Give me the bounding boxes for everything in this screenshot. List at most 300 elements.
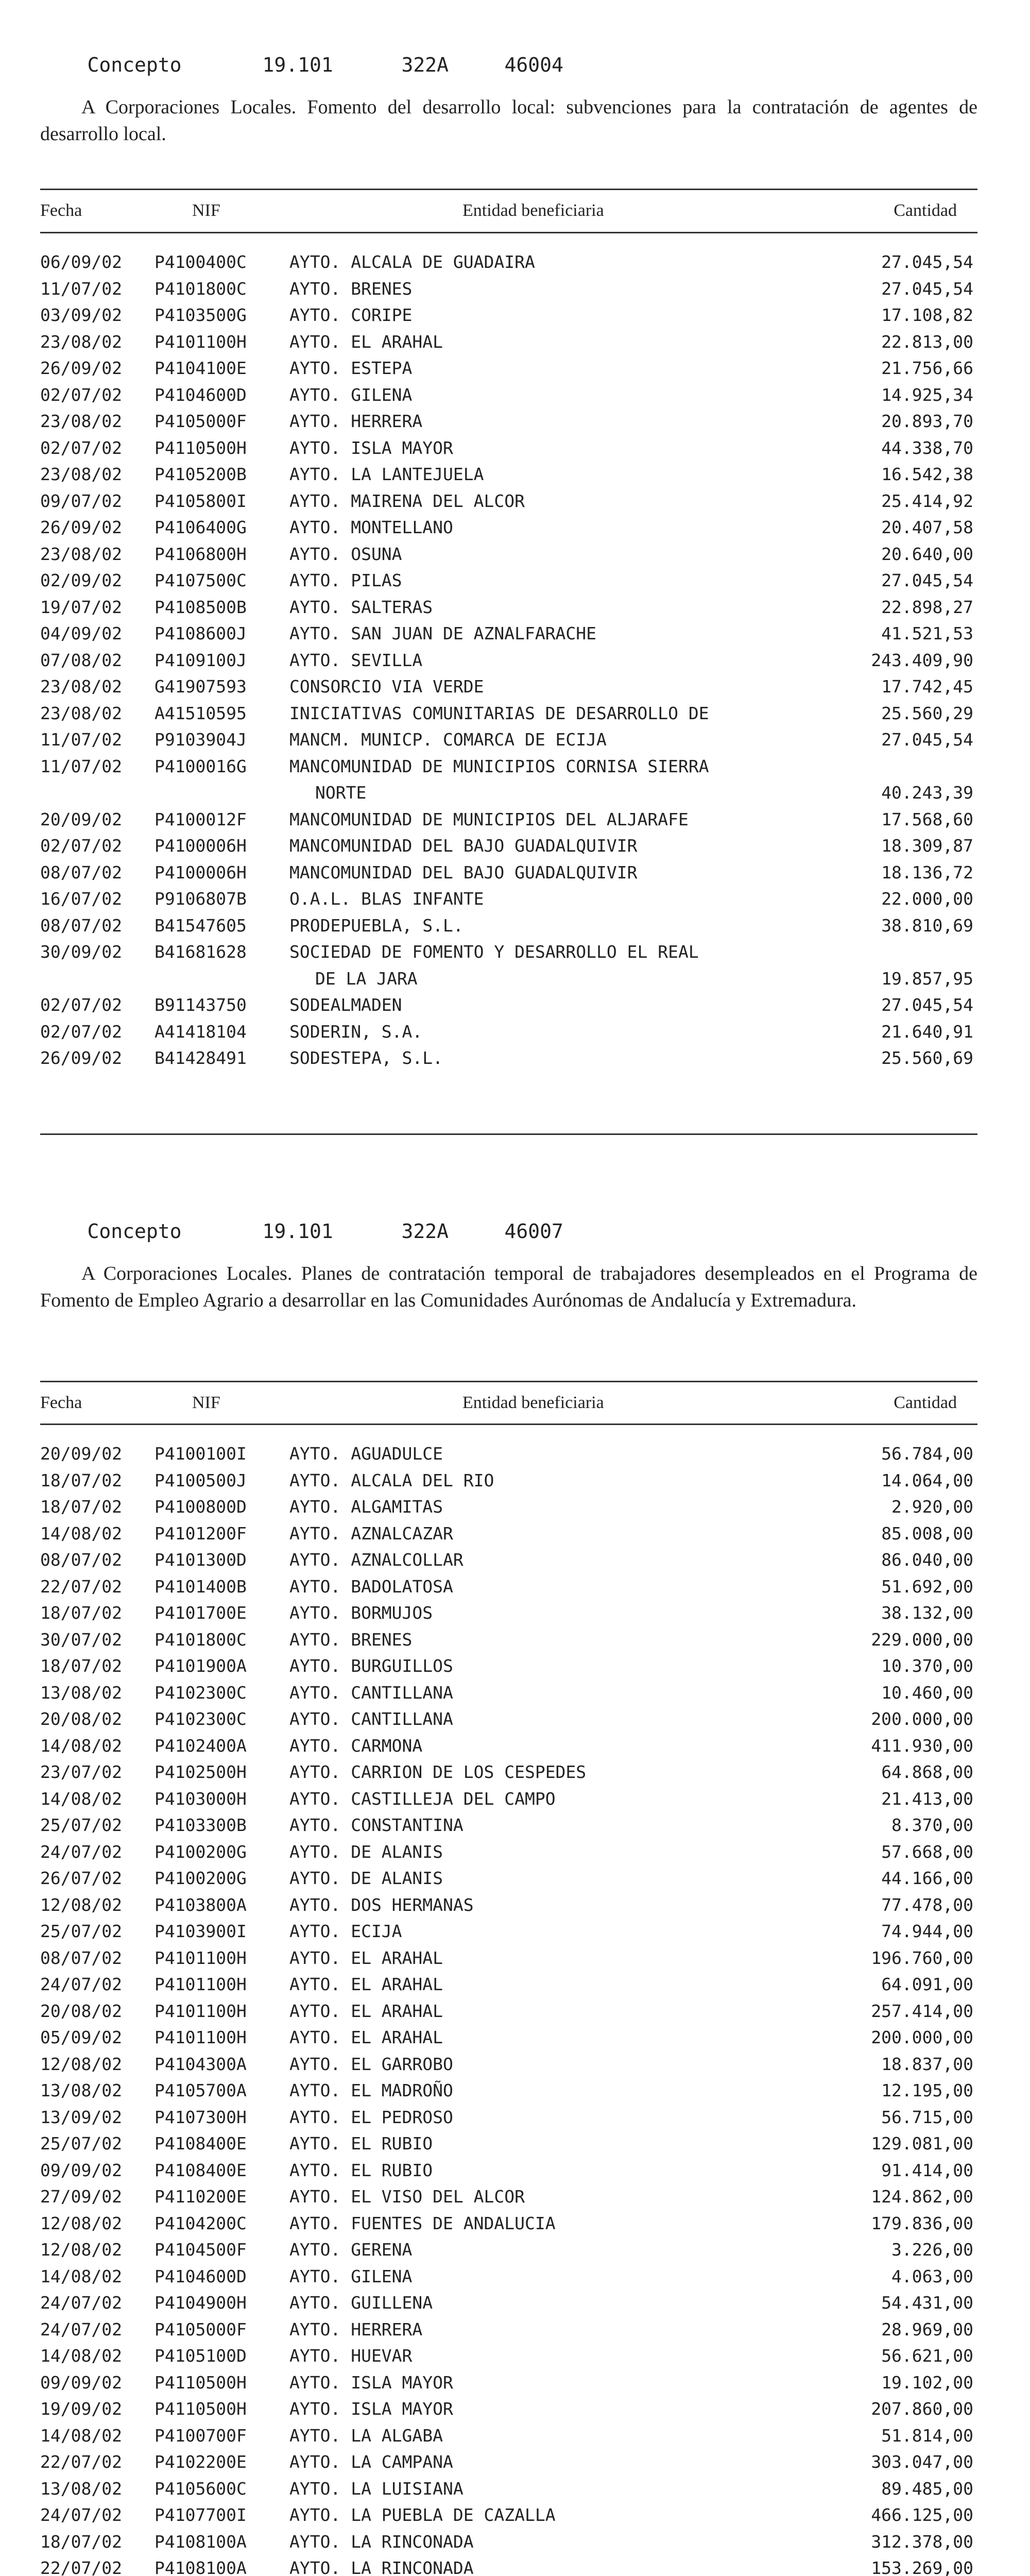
cell-fecha: 18/07/02 <box>40 1656 122 1676</box>
cell-cantidad: 56.621,00 <box>881 2346 973 2366</box>
cell-entidad <box>289 594 856 621</box>
cell-fecha: 14/08/02 <box>40 2266 122 2286</box>
table-row <box>40 1626 977 1653</box>
table-row <box>40 2024 977 2051</box>
cell-entidad <box>289 567 856 594</box>
cell-entidad-line: AYTO. HERRERA <box>289 411 423 431</box>
cell-entidad-line: AYTO. CONSTANTINA <box>289 1815 464 1835</box>
cell-entidad-line: AYTO. EL ARAHAL <box>289 1974 443 1994</box>
cell-fecha: 20/08/02 <box>40 2001 122 2021</box>
cell-entidad <box>289 753 856 806</box>
table-row <box>40 1971 977 1998</box>
cell-nif: B41547605 <box>154 915 247 936</box>
cell-nif: P4108400E <box>154 2160 247 2180</box>
cell-entidad <box>289 2157 856 2184</box>
header-nif: NIF <box>192 1393 220 1412</box>
concepto-code: 46007 <box>504 1220 563 1243</box>
cell-cantidad: 64.091,00 <box>881 1974 973 1994</box>
concepto-program: 322A <box>401 1220 449 1243</box>
concepto-line-46004 <box>40 25 977 76</box>
cell-entidad-line: AYTO. ALCALA DEL RIO <box>289 1470 494 1490</box>
table-row <box>40 673 977 700</box>
cell-entidad-line: AYTO. GERENA <box>289 2240 413 2260</box>
cell-nif: B41428491 <box>154 1048 247 1068</box>
cell-entidad <box>289 2476 856 2502</box>
cell-fecha: 14/08/02 <box>40 1523 122 1544</box>
cell-entidad <box>289 2369 856 2396</box>
cell-entidad-line: AYTO. CANTILLANA <box>289 1709 453 1729</box>
cell-nif: P4101100H <box>154 1974 247 1994</box>
cell-cantidad: 3.226,00 <box>891 2240 973 2260</box>
cell-nif: P4101100H <box>154 2027 247 2047</box>
cell-entidad-line: AYTO. AGUADULCE <box>289 1444 443 1464</box>
table-row <box>40 1600 977 1626</box>
cell-nif: P4108600J <box>154 623 247 643</box>
cell-nif: P4105600C <box>154 2478 247 2499</box>
table-row <box>40 302 977 329</box>
cell-entidad-line: AYTO. DE ALANIS <box>289 1841 443 1862</box>
cell-entidad <box>289 2077 856 2104</box>
cell-entidad-line: AYTO. CANTILLANA <box>289 1682 453 1703</box>
cell-entidad-line: INICIATIVAS COMUNITARIAS DE DESARROLLO DE <box>289 703 709 723</box>
cell-nif: P4104600D <box>154 384 247 405</box>
cell-fecha: 14/08/02 <box>40 1788 122 1809</box>
cell-cantidad: 2.920,00 <box>891 1497 973 1517</box>
cell-cantidad: 57.668,00 <box>881 1841 973 1862</box>
cell-nif: P4101100H <box>154 1947 247 1968</box>
cell-entidad <box>289 276 856 302</box>
cell-fecha: 23/08/02 <box>40 411 122 431</box>
table-row <box>40 2369 977 2396</box>
cell-entidad <box>289 1786 856 1812</box>
table-row <box>40 939 977 992</box>
cell-cantidad: 466.125,00 <box>871 2505 973 2525</box>
table-row <box>40 2236 977 2263</box>
cell-fecha: 30/07/02 <box>40 1629 122 1650</box>
cell-fecha: 13/08/02 <box>40 2478 122 2499</box>
table-row <box>40 2529 977 2555</box>
cell-entidad <box>289 673 856 700</box>
table-row <box>40 1839 977 1866</box>
cell-fecha: 24/07/02 <box>40 1974 122 1994</box>
cell-fecha: 11/07/02 <box>40 756 122 776</box>
cell-fecha: 09/07/02 <box>40 490 122 511</box>
cell-entidad <box>289 1759 856 1786</box>
cell-entidad-line: AYTO. AZNALCOLLAR <box>289 1550 464 1570</box>
cell-fecha: 02/07/02 <box>40 384 122 405</box>
cell-cantidad: 25.560,69 <box>881 1048 973 1068</box>
cell-entidad <box>289 1839 856 1866</box>
cell-entidad-line: AYTO. MAIRENA DEL ALCOR <box>289 490 525 511</box>
cell-cantidad: 21.413,00 <box>881 1788 973 1809</box>
cell-entidad-line: AYTO. HERRERA <box>289 2319 423 2340</box>
cell-nif: P4107700I <box>154 2505 247 2525</box>
cell-nif: P4110500H <box>154 2372 247 2393</box>
cell-nif: P9106807B <box>154 889 247 909</box>
cell-cantidad: 38.132,00 <box>881 1603 973 1623</box>
cell-entidad-line: AYTO. GUILLENA <box>289 2293 433 2313</box>
cell-entidad <box>289 461 856 488</box>
cell-entidad-line: AYTO. ALGAMITAS <box>289 1497 443 1517</box>
cell-fecha: 11/07/02 <box>40 730 122 750</box>
cell-cantidad: 312.378,00 <box>871 2531 973 2552</box>
cell-nif: P4100200G <box>154 1868 247 1888</box>
table-row <box>40 620 977 647</box>
cell-entidad-continuation: DE LA JARA <box>315 968 418 989</box>
cell-cantidad: 129.081,00 <box>871 2133 973 2154</box>
cell-cantidad: 17.108,82 <box>881 305 973 325</box>
cell-cantidad: 20.640,00 <box>881 544 973 564</box>
table-row <box>40 1573 977 1600</box>
concepto-section: 19.101 <box>262 54 333 76</box>
cell-fecha: 16/07/02 <box>40 889 122 909</box>
cell-cantidad: 153.269,00 <box>871 2558 973 2576</box>
cell-entidad-line: AYTO. LA LUISIANA <box>289 2478 464 2499</box>
cell-entidad <box>289 726 856 753</box>
cell-nif: P4105800I <box>154 490 247 511</box>
cell-cantidad: 4.063,00 <box>891 2266 973 2286</box>
cell-cantidad: 40.243,39 <box>881 783 973 803</box>
cell-entidad-line: AYTO. OSUNA <box>289 544 402 564</box>
table-row <box>40 2077 977 2104</box>
cell-entidad <box>289 700 856 727</box>
cell-entidad-line: AYTO. LA CAMPANA <box>289 2452 453 2472</box>
cell-entidad <box>289 249 856 276</box>
table-row <box>40 2210 977 2237</box>
cell-nif: P4100200G <box>154 1841 247 1862</box>
cell-fecha: 20/08/02 <box>40 1709 122 1729</box>
cell-entidad <box>289 329 856 355</box>
cell-entidad <box>289 2236 856 2263</box>
cell-fecha: 11/07/02 <box>40 278 122 299</box>
table-row <box>40 276 977 302</box>
cell-fecha: 22/07/02 <box>40 2452 122 2472</box>
cell-fecha: 18/07/02 <box>40 2531 122 2552</box>
cell-fecha: 23/08/02 <box>40 676 122 697</box>
cell-nif: P4107500C <box>154 570 247 590</box>
cell-cantidad: 18.837,00 <box>881 2054 973 2074</box>
cell-cantidad: 303.047,00 <box>871 2452 973 2472</box>
cell-entidad <box>289 302 856 329</box>
cell-fecha: 24/07/02 <box>40 2505 122 2525</box>
cell-entidad-line: MANCM. MUNICP. COMARCA DE ECIJA <box>289 730 607 750</box>
cell-nif: P4108500B <box>154 597 247 617</box>
cell-fecha: 30/09/02 <box>40 942 122 962</box>
cell-fecha: 12/08/02 <box>40 1894 122 1915</box>
cell-entidad <box>289 620 856 647</box>
cell-nif: P4101100H <box>154 2001 247 2021</box>
cell-nif: B41681628 <box>154 942 247 962</box>
cell-nif: P4100012F <box>154 809 247 829</box>
cell-nif: A41510595 <box>154 703 247 723</box>
cell-entidad-line: SODESTEPA, S.L. <box>289 1048 443 1068</box>
table-row <box>40 1812 977 1839</box>
table-row <box>40 806 977 833</box>
cell-nif: P4101100H <box>154 331 247 352</box>
cell-nif: P4101200F <box>154 1523 247 1544</box>
table-row <box>40 1998 977 2025</box>
cell-entidad-continuation: NORTE <box>315 783 367 803</box>
cell-fecha: 09/09/02 <box>40 2160 122 2180</box>
table-row <box>40 594 977 621</box>
cell-nif: P4102500H <box>154 1762 247 1782</box>
cell-nif: P4104200C <box>154 2213 247 2233</box>
cell-nif: P4100800D <box>154 1497 247 1517</box>
table-header-rule <box>40 1423 977 1425</box>
cell-cantidad: 8.370,00 <box>891 1815 973 1835</box>
cell-entidad-line: PRODEPUEBLA, S.L. <box>289 915 464 936</box>
header-entidad: Entidad beneficiaria <box>462 1393 604 1412</box>
cell-nif: P4101800C <box>154 278 247 299</box>
cell-fecha: 14/08/02 <box>40 2346 122 2366</box>
cell-entidad-line: AYTO. ALCALA DE GUADAIRA <box>289 252 535 272</box>
cell-nif: P4103800A <box>154 1894 247 1915</box>
cell-entidad-line: AYTO. LA RINCONADA <box>289 2558 474 2576</box>
concepto-section: 19.101 <box>262 1220 333 1243</box>
cell-cantidad: 18.136,72 <box>881 862 973 883</box>
cell-cantidad: 124.862,00 <box>871 2187 973 2207</box>
cell-fecha: 07/08/02 <box>40 650 122 670</box>
cell-entidad-line: AYTO. EL ARAHAL <box>289 1947 443 1968</box>
concepto-code: 46004 <box>504 54 563 76</box>
cell-entidad <box>289 859 856 886</box>
cell-cantidad: 41.521,53 <box>881 623 973 643</box>
cell-cantidad: 19.102,00 <box>881 2372 973 2393</box>
cell-entidad <box>289 1600 856 1626</box>
cell-cantidad: 179.836,00 <box>871 2213 973 2233</box>
cell-cantidad: 21.640,91 <box>881 1021 973 1042</box>
cell-entidad-line: AYTO. BRENES <box>289 278 413 299</box>
cell-fecha: 13/09/02 <box>40 2107 122 2127</box>
cell-fecha: 02/09/02 <box>40 570 122 590</box>
table-row <box>40 2290 977 2316</box>
cell-fecha: 12/08/02 <box>40 2054 122 2074</box>
cell-fecha: 26/07/02 <box>40 1868 122 1888</box>
cell-fecha: 25/07/02 <box>40 2133 122 2154</box>
cell-entidad <box>289 541 856 568</box>
cell-fecha: 04/09/02 <box>40 623 122 643</box>
cell-entidad <box>289 1892 856 1919</box>
cell-entidad-line: AYTO. PILAS <box>289 570 402 590</box>
cell-entidad <box>289 1706 856 1733</box>
cell-entidad-line: AYTO. HUEVAR <box>289 2346 413 2366</box>
cell-entidad-line: AYTO. ISLA MAYOR <box>289 2372 453 2393</box>
cell-cantidad: 20.893,70 <box>881 411 973 431</box>
cell-fecha: 08/07/02 <box>40 915 122 936</box>
cell-fecha: 08/07/02 <box>40 1550 122 1570</box>
cell-cantidad: 14.064,00 <box>881 1470 973 1490</box>
cell-cantidad: 51.814,00 <box>881 2425 973 2446</box>
cell-entidad <box>289 1918 856 1945</box>
cell-cantidad: 74.944,00 <box>881 1921 973 1941</box>
cell-entidad <box>289 2183 856 2210</box>
cell-cantidad: 54.431,00 <box>881 2293 973 2313</box>
cell-entidad-line: AYTO. SAN JUAN DE AZNALFARACHE <box>289 623 597 643</box>
cell-entidad <box>289 2290 856 2316</box>
table-row <box>40 488 977 515</box>
cell-fecha: 23/08/02 <box>40 544 122 564</box>
cell-entidad-line: AYTO. LA RINCONADA <box>289 2531 474 2552</box>
table-row <box>40 2396 977 2422</box>
cell-entidad <box>289 1019 856 1045</box>
cell-nif: P4100100I <box>154 1444 247 1464</box>
table-row <box>40 2130 977 2157</box>
cell-entidad <box>289 1573 856 1600</box>
cell-fecha: 09/09/02 <box>40 2372 122 2393</box>
cell-entidad <box>289 1812 856 1839</box>
cell-nif: P4103500G <box>154 305 247 325</box>
concepto-line-46007 <box>40 1191 977 1243</box>
cell-entidad <box>289 886 856 912</box>
cell-nif: P4100700F <box>154 2425 247 2446</box>
cell-entidad-line: O.A.L. BLAS INFANTE <box>289 889 484 909</box>
cell-nif: P4107300H <box>154 2107 247 2127</box>
cell-cantidad: 17.742,45 <box>881 676 973 697</box>
table-body <box>40 1440 977 2576</box>
cell-nif: P4100400C <box>154 252 247 272</box>
cell-cantidad: 12.195,00 <box>881 2080 973 2100</box>
cell-nif: B91143750 <box>154 995 247 1015</box>
cell-entidad-line: AYTO. LA PUEBLA DE CAZALLA <box>289 2505 556 2525</box>
cell-nif: P4101300D <box>154 1550 247 1570</box>
cell-entidad <box>289 1520 856 1547</box>
cell-entidad-line: MANCOMUNIDAD DE MUNICIPIOS DEL ALJARAFE <box>289 809 689 829</box>
table-row <box>40 1653 977 1680</box>
cell-nif: P4101800C <box>154 1629 247 1650</box>
cell-entidad <box>289 2210 856 2237</box>
cell-fecha: 23/07/02 <box>40 1762 122 1782</box>
cell-entidad <box>289 488 856 515</box>
cell-entidad-line: AYTO. LA ALGABA <box>289 2425 443 2446</box>
cell-entidad-line: AYTO. ECIJA <box>289 1921 402 1941</box>
cell-entidad <box>289 1971 856 1998</box>
cell-entidad <box>289 992 856 1019</box>
cell-cantidad: 243.409,90 <box>871 650 973 670</box>
header-entidad: Entidad beneficiaria <box>462 201 604 220</box>
cell-entidad <box>289 1547 856 1573</box>
cell-entidad <box>289 1626 856 1653</box>
cell-cantidad: 21.756,66 <box>881 358 973 378</box>
cell-fecha: 13/08/02 <box>40 1682 122 1703</box>
cell-fecha: 27/09/02 <box>40 2187 122 2207</box>
cell-cantidad: 44.166,00 <box>881 1868 973 1888</box>
cell-fecha: 14/08/02 <box>40 1735 122 1756</box>
table-row <box>40 1945 977 1972</box>
cell-cantidad: 16.542,38 <box>881 464 973 484</box>
cell-entidad-line: AYTO. AZNALCAZAR <box>289 1523 453 1544</box>
cell-entidad <box>289 833 856 859</box>
cell-cantidad: 10.370,00 <box>881 1656 973 1676</box>
table-row <box>40 1520 977 1547</box>
table-row <box>40 514 977 541</box>
cell-entidad <box>289 2529 856 2555</box>
table-row <box>40 1706 977 1733</box>
cell-entidad <box>289 2263 856 2290</box>
cell-entidad-line: AYTO. BURGUILLOS <box>289 1656 453 1676</box>
table-row <box>40 1786 977 1812</box>
cell-nif: P4105000F <box>154 411 247 431</box>
cell-entidad <box>289 2422 856 2449</box>
cell-fecha: 03/09/02 <box>40 305 122 325</box>
table-row <box>40 1045 977 1072</box>
table-row <box>40 1733 977 1759</box>
table-row <box>40 753 977 806</box>
cell-entidad <box>289 939 856 992</box>
table-row <box>40 2555 977 2576</box>
cell-fecha: 06/09/02 <box>40 252 122 272</box>
cell-cantidad: 38.810,69 <box>881 915 973 936</box>
cell-nif: P4104900H <box>154 2293 247 2313</box>
cell-cantidad: 91.414,00 <box>881 2160 973 2180</box>
cell-nif: P4110500H <box>154 437 247 458</box>
cell-fecha: 26/09/02 <box>40 1048 122 1068</box>
cell-cantidad: 196.760,00 <box>871 1947 973 1968</box>
table-row <box>40 355 977 382</box>
cell-fecha: 02/07/02 <box>40 1021 122 1042</box>
table-row <box>40 2476 977 2502</box>
concepto-description: A Corporaciones Locales. Planes de contratación temporal de trabajadores desempleados en el Programa de Fomento de Empleo Agrario a desarrollar en las Comunidades Aurónomas de Andalucía y Extremadura. <box>40 1263 977 1311</box>
cell-fecha: 19/07/02 <box>40 597 122 617</box>
cell-cantidad: 25.414,92 <box>881 490 973 511</box>
cell-nif: P4108100A <box>154 2531 247 2552</box>
cell-entidad <box>289 1733 856 1759</box>
cell-nif: P4110200E <box>154 2187 247 2207</box>
cell-cantidad: 200.000,00 <box>871 2027 973 2047</box>
header-nif: NIF <box>192 201 220 220</box>
cell-nif: P4102300C <box>154 1709 247 1729</box>
cell-nif: P4101900A <box>154 1656 247 1676</box>
cell-nif: P4100006H <box>154 836 247 856</box>
cell-entidad <box>289 2449 856 2476</box>
table-row <box>40 700 977 727</box>
cell-cantidad: 27.045,54 <box>881 278 973 299</box>
table-row <box>40 912 977 939</box>
cell-nif: P4104600D <box>154 2266 247 2286</box>
cell-nif: P4101400B <box>154 1576 247 1597</box>
cell-entidad-line: AYTO. EL GARROBO <box>289 2054 453 2074</box>
cell-entidad-line: AYTO. EL VISO DEL ALCOR <box>289 2187 525 2207</box>
table-row <box>40 567 977 594</box>
cell-entidad <box>289 1998 856 2025</box>
cell-nif: P4102300C <box>154 1682 247 1703</box>
cell-fecha: 23/08/02 <box>40 464 122 484</box>
cell-entidad-line: AYTO. CARMONA <box>289 1735 423 1756</box>
cell-nif: P4105700A <box>154 2080 247 2100</box>
cell-nif: P4105000F <box>154 2319 247 2340</box>
cell-fecha: 24/07/02 <box>40 2319 122 2340</box>
table-row <box>40 2422 977 2449</box>
cell-cantidad: 22.000,00 <box>881 889 973 909</box>
cell-entidad-line: AYTO. GILENA <box>289 384 413 405</box>
cell-nif: P4109100J <box>154 650 247 670</box>
cell-fecha: 02/07/02 <box>40 836 122 856</box>
table-row <box>40 1494 977 1520</box>
cell-fecha: 02/07/02 <box>40 995 122 1015</box>
cell-cantidad: 22.898,27 <box>881 597 973 617</box>
cell-fecha: 23/08/02 <box>40 703 122 723</box>
cell-entidad <box>289 1045 856 1072</box>
cell-entidad-line: AYTO. CORIPE <box>289 305 413 325</box>
cell-entidad-line: AYTO. ISLA MAYOR <box>289 2399 453 2419</box>
cell-nif: P4104100E <box>154 358 247 378</box>
cell-cantidad: 44.338,70 <box>881 437 973 458</box>
cell-cantidad: 17.568,60 <box>881 809 973 829</box>
table-row <box>40 2263 977 2290</box>
cell-entidad-line: AYTO. SALTERAS <box>289 597 433 617</box>
cell-fecha: 24/07/02 <box>40 1841 122 1862</box>
cell-entidad <box>289 912 856 939</box>
table-bottom-rule <box>40 1133 977 1135</box>
